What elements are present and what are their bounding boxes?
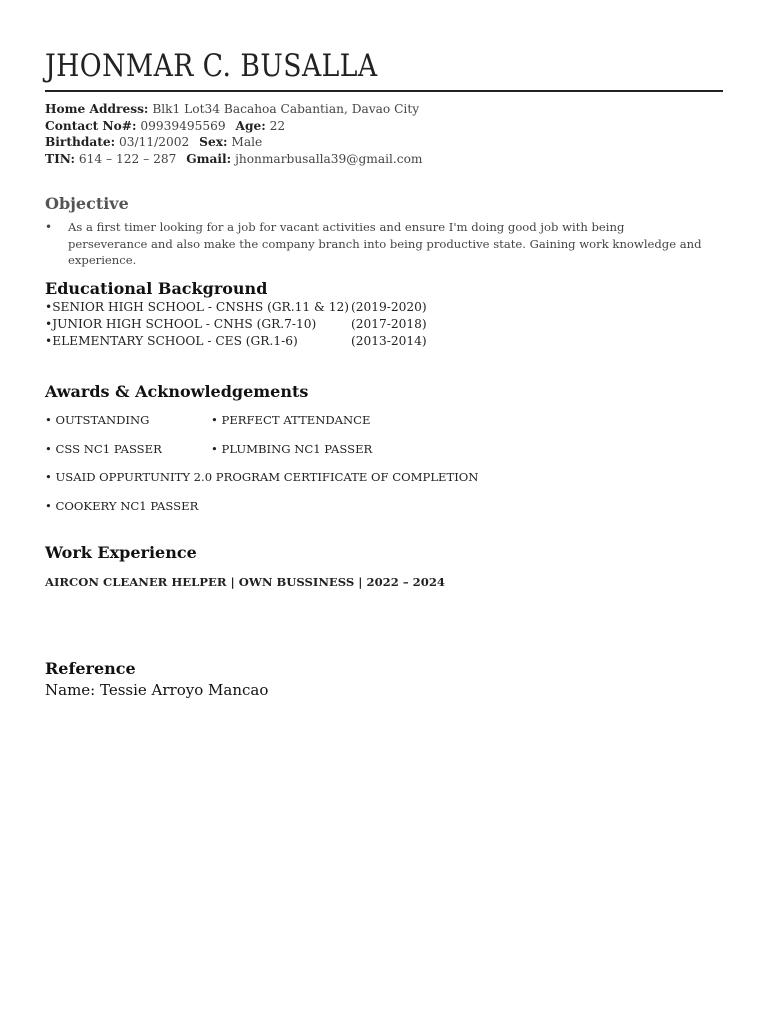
work-heading: Work Experience	[45, 543, 197, 562]
award-item: • PLUMBING NC1 PASSER	[211, 441, 373, 456]
home-address-value: Blk1 Lot34 Bacahoa Cabantian, Davao City	[152, 102, 420, 116]
education-school: •JUNIOR HIGH SCHOOL - CNHS (GR.7-10)	[45, 317, 317, 331]
education-heading: Educational Background	[45, 279, 268, 298]
tin-row	[45, 151, 422, 168]
education-school: •SENIOR HIGH SCHOOL - CNSHS (GR.11 & 12)	[45, 300, 349, 314]
education-years: (2017-2018)	[351, 317, 427, 331]
header-divider	[45, 90, 723, 92]
sex-value: Male	[231, 135, 263, 149]
education-years: (2013-2014)	[351, 334, 427, 348]
education-school: •ELEMENTARY SCHOOL - CES (GR.1-6)	[45, 334, 298, 348]
award-item: • PERFECT ATTENDANCE	[211, 413, 371, 427]
objective-bullet: •	[45, 220, 53, 234]
award-item: • USAID OPPURTUNITY 2.0 PROGRAM CERTIFICATE OF COMPLETION	[45, 470, 479, 484]
contact-value: 09939495569	[140, 118, 226, 133]
contact-label: Contact No#:	[45, 118, 137, 133]
award-item: • COOKERY NC1 PASSER	[45, 498, 199, 513]
birthdate-label: Birthdate:	[45, 135, 116, 149]
contact-row	[45, 118, 422, 135]
awards-heading: Awards & Acknowledgements	[45, 382, 309, 401]
reference-name: Name: Tessie Arroyo Mancao	[45, 681, 269, 699]
gmail-label: Gmail:	[186, 151, 232, 166]
objective-list	[45, 219, 705, 269]
award-item: • OUTSTANDING	[45, 413, 150, 427]
sex-label: Sex:	[199, 135, 228, 149]
personal-info	[45, 101, 422, 167]
birthdate-value: 03/11/2002	[119, 135, 190, 149]
address-row	[45, 101, 422, 118]
objective-text: As a first timer looking for a job for vacant activities and ensure I'm doing good job with being perseverance and also make the company branch into being productive state. Gaining work knowledge and experience.	[68, 220, 702, 267]
award-item: • CSS NC1 PASSER	[45, 441, 162, 456]
tin-label: TIN:	[45, 151, 75, 166]
home-address-label: Home Address:	[45, 102, 149, 116]
objective-heading: Objective	[45, 194, 129, 213]
reference-heading: Reference	[45, 659, 136, 678]
work-entry: AIRCON CLEANER HELPER | OWN BUSSINESS | 2022 – 2024	[45, 575, 445, 589]
education-years: (2019-2020)	[351, 300, 427, 314]
age-value: 22	[269, 118, 286, 133]
age-label: Age:	[235, 118, 266, 133]
tin-value: 614 – 122 – 287	[78, 151, 177, 166]
gmail-value: jhonmarbusalla39@gmail.com	[235, 151, 423, 166]
birthdate-row	[45, 134, 422, 151]
applicant-name: JHONMAR C. BUSALLA	[45, 48, 378, 84]
